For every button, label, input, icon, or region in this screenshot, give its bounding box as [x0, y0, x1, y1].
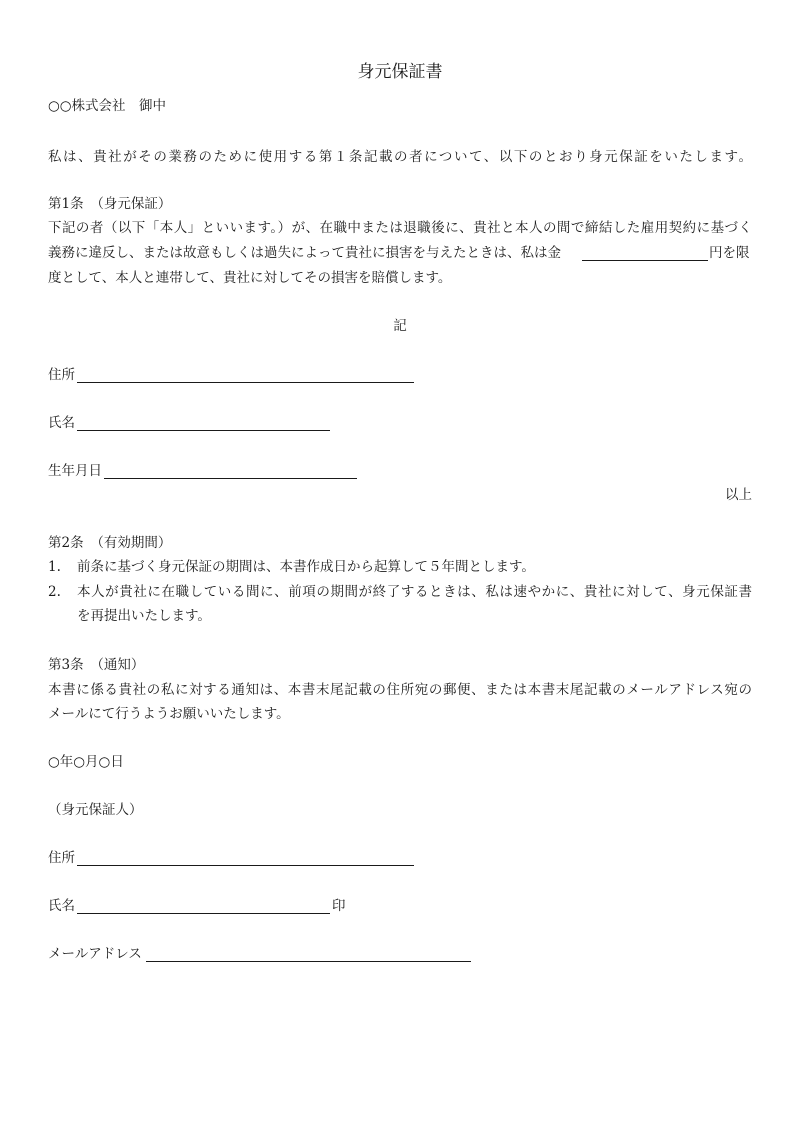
article1-line2-after: 円を限 — [709, 245, 750, 261]
article2-heading: 第2条 （有効期間） — [48, 535, 172, 551]
guarantor-name-label: 氏名 — [48, 898, 75, 914]
guarantor-name-line — [77, 913, 330, 914]
article1-line1: 下記の者（以下「本人」といいます。）が、在職中または退職後に、貴社と本人の間で締結した雇用契約に基づく — [48, 220, 752, 236]
guarantor-email-label: メールアドレス — [48, 946, 142, 962]
article1-heading: 第1条 （身元保証） — [48, 196, 172, 212]
article2-item2-line2: を再提出いたします。 — [77, 608, 211, 624]
article3-heading: 第3条 （通知） — [48, 657, 145, 673]
ki-label: 記 — [393, 318, 407, 334]
article3-line1: 本書に係る貴社の私に対する通知は、本書末尾記載の住所宛の郵便、または本書末尾記載のメールアドレス宛の — [48, 682, 752, 698]
guarantor-heading: （身元保証人） — [48, 802, 143, 818]
article3-line2: メールにて行うようお願いいたします。 — [48, 706, 290, 722]
seal-label: 印 — [332, 898, 346, 914]
article1-line3: 度として、本人と連帯して、貴社に対してその損害を賠償します。 — [48, 270, 452, 286]
article2-item1: 前条に基づく身元保証の期間は、本書作成日から起算して５年間とします。 — [77, 559, 535, 575]
guarantor-email-line — [146, 961, 471, 962]
subject-birth-label: 生年月日 — [48, 463, 102, 479]
subject-name-line — [77, 430, 330, 431]
article2-item1-number: 1. — [48, 559, 61, 575]
document-title: 身元保証書 — [357, 62, 443, 82]
document-date: ○年○月○日 — [48, 754, 124, 770]
guarantor-address-label: 住所 — [48, 850, 75, 866]
subject-name-label: 氏名 — [48, 415, 75, 431]
intro-text: 私は、貴社がその業務のために使用する第１条記載の者について、以下のとおり身元保証をいたします。 — [48, 149, 752, 165]
subject-address-line — [77, 382, 414, 383]
ijo-label: 以上 — [725, 487, 752, 503]
amount-blank-line — [582, 260, 708, 261]
addressee: ○○株式会社 御中 — [48, 98, 167, 114]
guarantor-address-line — [77, 865, 414, 866]
article2-item2-number: 2. — [48, 584, 61, 600]
subject-address-label: 住所 — [48, 367, 75, 383]
article2-item2-line1: 本人が貴社に在職している間に、前項の期間が終了するときは、私は速やかに、貴社に対して、身元保証書 — [77, 584, 752, 600]
article1-line2-before: 義務に違反し、または故意もしくは過失によって貴社に損害を与えたときは、私は金 — [48, 245, 561, 261]
subject-birth-line — [104, 478, 357, 479]
